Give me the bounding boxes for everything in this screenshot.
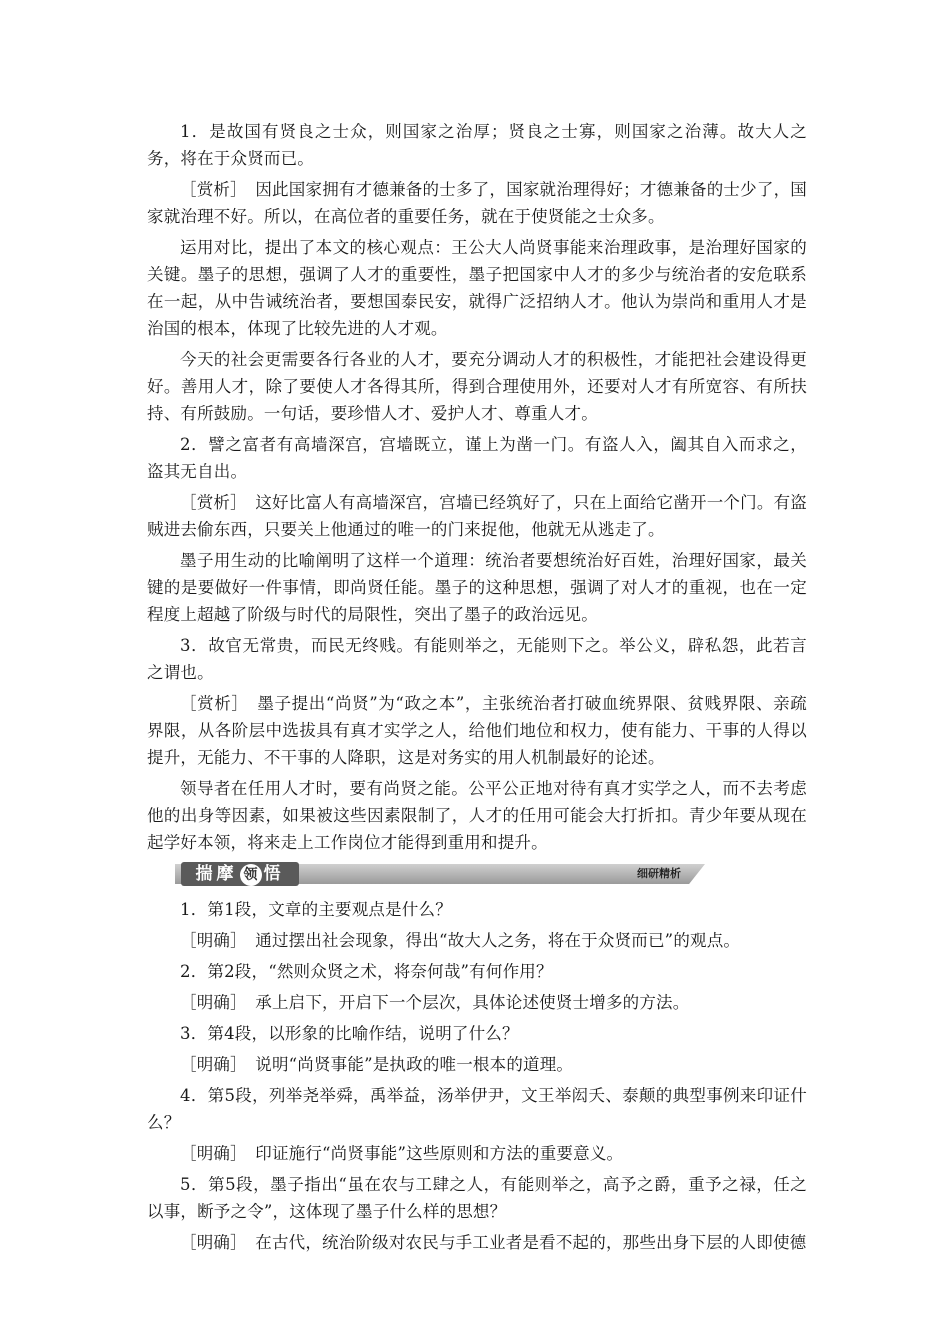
- question: 4．第5段，列举尧举舜，禹举益，汤举伊尹，文王举闳夭、泰颠的典型事例来印证什么？: [147, 1086, 807, 1132]
- paragraph: 1．是故国有贤良之士众，则国家之治厚；贤良之士寡，则国家之治薄。故大人之务，将在于众贤而已。: [147, 122, 807, 168]
- answer: ［明确］ 在古代，统治阶级对农民与手工业者是看不起的，那些出身下层的人即使德: [180, 1233, 807, 1252]
- paragraph: 墨子用生动的比喻阐明了这样一个道理：统治者要想统治好百姓，治理好国家，最关键的是要做好一件事情，即尚贤任能。墨子的这种思想，强调了对人才的重视，也在一定程度上超越了阶级与时代的局限性，突出了墨子的政治远见。: [147, 551, 807, 624]
- answer: ［明确］ 印证施行“尚贤事能”这些原则和方法的重要意义。: [180, 1144, 624, 1163]
- paragraph: 运用对比，提出了本文的核心观点：王公大人尚贤事能来治理政事，是治理好国家的关键。墨子的思想，强调了人才的重要性，墨子把国家中人才的多少与统治者的安危联系在一起，从中告诫统治者，要想国泰民安，就得广泛招纳人才。他认为崇尚和重用人才是治国的根本，体现了比较先进的人才观。: [147, 238, 807, 338]
- analysis-section: [147, 118, 807, 856]
- banner-title-right: 悟: [263, 864, 285, 884]
- question: 1．第1段，文章的主要观点是什么？: [180, 900, 452, 919]
- paragraph: 2．譬之富者有高墙深宫，宫墙既立，谨上为凿一门。有盗人入，阖其自入而求之，盗其无自出。: [147, 435, 807, 481]
- answer: ［明确］ 承上启下，开启下一个层次，具体论述使贤士增多的方法。: [180, 993, 690, 1012]
- paragraph: ［赏析］ 这好比富人有高墙深宫，宫墙已经筑好了，只在上面给它凿开一个门。有盗贼进去偷东西，只要关上他通过的唯一的门来捉他，他就无从逃走了。: [147, 493, 807, 539]
- questions-section: [147, 896, 807, 1256]
- section-banner: [175, 862, 705, 888]
- banner-subtitle: 细研精析: [637, 867, 681, 880]
- question: 2．第2段，“然则众贤之术，将奈何哉”有何作用？: [180, 962, 553, 981]
- paragraph: ［赏析］ 因此国家拥有才德兼备的士多了，国家就治理得好；才德兼备的士少了，国家就治理不好。所以，在高位者的重要任务，就在于使贤能之士众多。: [147, 180, 807, 226]
- paragraph: 今天的社会更需要各行各业的人才，要充分调动人才的积极性，才能把社会建设得更好。善用人才，除了要使人才各得其所，得到合理使用外，还要对人才有所宽容、有所扶持、有所鼓励。一句话，要珍惜人才、爱护人才、尊重人才。: [147, 350, 807, 423]
- banner-badge: 领: [240, 864, 262, 886]
- paragraph: ［赏析］ 墨子提出“尚贤”为“政之本”，主张统治者打破血统界限、贫贱界限、亲疏界限，从各阶层中选拔具有真才实学之人，给他们地位和权力，使有能力、干事的人得以提升，无能力、不干事的人降职，这是对务实的用人机制最好的论述。: [147, 694, 807, 767]
- paragraph: 领导者在任用人才时，要有尚贤之能。公平公正地对待有真才实学之人，而不去考虑他的出身等因素，如果被这些因素限制了，人才的任用可能会大打折扣。青少年要从现在起学好本领，将来走上工作岗位才能得到重用和提升。: [147, 779, 807, 852]
- banner-title-left: 揣摩: [195, 864, 238, 884]
- answer: ［明确］ 说明“尚贤事能”是执政的唯一根本的道理。: [180, 1055, 574, 1074]
- question: 5．第5段，墨子指出“虽在农与工肆之人，有能则举之，高予之爵，重予之禄，任之以事，断予之令”，这体现了墨子什么样的思想？: [147, 1175, 807, 1221]
- banner-title: [181, 862, 299, 886]
- answer: ［明确］ 通过摆出社会现象，得出“故大人之务，将在于众贤而已”的观点。: [180, 931, 741, 950]
- question: 3．第4段，以形象的比喻作结，说明了什么？: [180, 1024, 519, 1043]
- paragraph: 3．故官无常贵，而民无终贱。有能则举之，无能则下之。举公义，辟私怨，此若言之谓也。: [147, 636, 807, 682]
- document-body: [147, 118, 807, 1260]
